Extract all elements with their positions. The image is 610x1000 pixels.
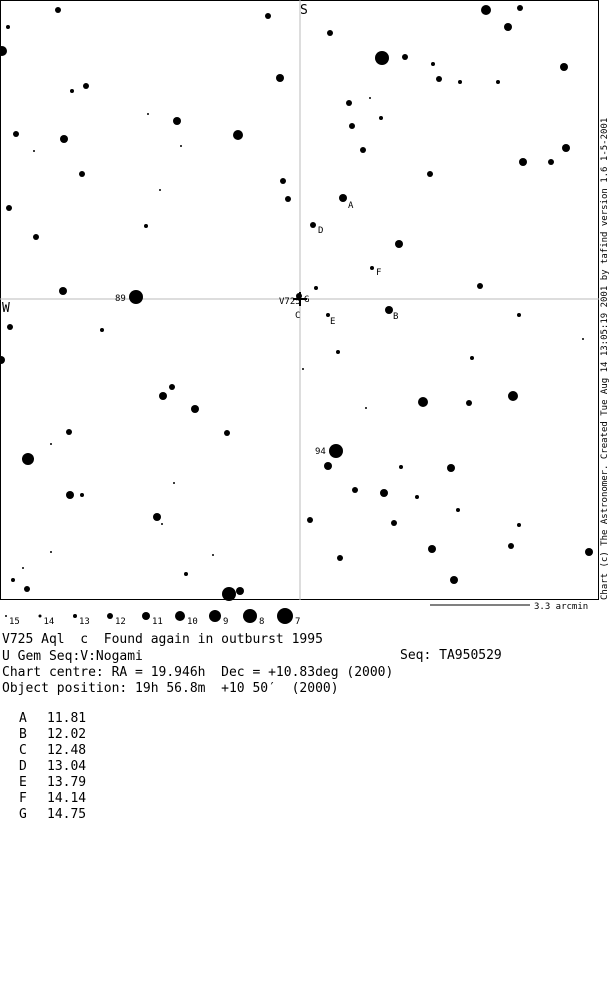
star-54 <box>100 328 104 332</box>
comparison-label: E <box>19 775 27 790</box>
comparison-label: D <box>19 759 27 774</box>
star-66 <box>191 405 199 413</box>
comparison-row <box>19 711 86 726</box>
star-37 <box>339 194 347 202</box>
star-60 <box>169 384 175 390</box>
star-73 <box>324 462 332 470</box>
star-84 <box>307 517 313 523</box>
target-label: V725 <box>279 297 301 307</box>
star-55 <box>582 338 584 340</box>
star-20 <box>147 113 149 115</box>
comparison-mag: 13.79 <box>47 775 87 790</box>
legend-label-14: 14 <box>43 617 55 627</box>
sequence-id: Seq: TA950529 <box>400 648 502 663</box>
star-28 <box>360 147 366 153</box>
comparison-mag: 12.02 <box>47 727 87 742</box>
star-4 <box>6 25 10 29</box>
legend-dot-15 <box>5 615 7 617</box>
star-62 <box>508 391 518 401</box>
star-90 <box>585 548 593 556</box>
comparison-mag: 11.81 <box>47 711 87 726</box>
star-81 <box>456 508 460 512</box>
star-70 <box>329 444 343 458</box>
star-42 <box>33 234 39 240</box>
star-43 <box>395 240 403 248</box>
star-12 <box>276 74 284 82</box>
star-27 <box>180 145 182 147</box>
star-36 <box>159 189 161 191</box>
star-48 <box>129 290 143 304</box>
legend-dot-12 <box>107 613 113 619</box>
star-99 <box>236 587 244 595</box>
sequence-source: U Gem Seq:V:Nogami <box>2 649 143 664</box>
star-67 <box>224 430 230 436</box>
star-72 <box>399 465 403 469</box>
legend-label-12: 12 <box>115 617 126 627</box>
star-94 <box>184 572 188 576</box>
object-position: Object position: 19h 56.8m +10 50′ (2000) <box>2 681 339 696</box>
star-38 <box>285 196 291 202</box>
star-2 <box>481 5 491 15</box>
star-64 <box>466 400 472 406</box>
star-82 <box>153 513 161 521</box>
star-86 <box>517 523 521 527</box>
legend-dot-8 <box>243 609 257 623</box>
legend-dot-11 <box>142 612 150 620</box>
star-78 <box>66 491 74 499</box>
star-29 <box>33 150 35 152</box>
legend-label-8: 8 <box>259 617 265 627</box>
chart-centre: Chart centre: RA = 19.946h Dec = +10.83deg (2000) <box>2 665 394 680</box>
star-3 <box>517 5 523 11</box>
star-34 <box>79 171 85 177</box>
comparison-mag: 13.04 <box>47 759 87 774</box>
legend-dot-7 <box>277 608 293 624</box>
star-95 <box>11 578 15 582</box>
star-9 <box>402 54 408 60</box>
legend-dot-10 <box>175 611 185 621</box>
star-18 <box>346 100 352 106</box>
star-19 <box>369 97 371 99</box>
comparison-label: C <box>19 743 27 758</box>
star-21 <box>173 117 181 125</box>
star-30 <box>562 144 570 152</box>
comparison-mag: 14.75 <box>47 807 87 822</box>
star-44 <box>370 266 374 270</box>
legend-label-10: 10 <box>187 617 198 627</box>
comparison-row <box>19 743 86 758</box>
star-22 <box>379 116 383 120</box>
star-52 <box>7 324 13 330</box>
star-63 <box>418 397 428 407</box>
star-69 <box>50 443 52 445</box>
star-35 <box>280 178 286 184</box>
comparison-mag: 12.48 <box>47 743 87 758</box>
comparison-row <box>19 791 86 806</box>
star-0 <box>55 7 61 13</box>
star-80 <box>415 495 419 499</box>
star-16 <box>83 83 89 89</box>
star-88 <box>508 543 514 549</box>
star-24 <box>13 131 19 137</box>
compass-south: S <box>300 3 308 18</box>
star-39 <box>6 205 12 211</box>
star-65 <box>365 407 367 409</box>
comparison-row <box>19 759 86 774</box>
legend-label-15: 15 <box>9 617 20 627</box>
comparison-mag: 14.14 <box>47 791 87 806</box>
star-59 <box>302 368 304 370</box>
star-26 <box>60 135 68 143</box>
star-10 <box>431 62 435 66</box>
label-C: C <box>295 311 301 321</box>
star-53 <box>517 313 521 317</box>
star-33 <box>427 171 433 177</box>
comparison-row <box>19 727 86 742</box>
star-47 <box>59 287 67 295</box>
star-96 <box>450 576 458 584</box>
legend-dot-9 <box>209 610 221 622</box>
star-57 <box>336 350 340 354</box>
star-13 <box>436 76 442 82</box>
label-A: A <box>348 201 354 211</box>
label-94: 94 <box>315 447 326 457</box>
legend-label-13: 13 <box>79 617 90 627</box>
title-line: V725 Aql c Found again in outburst 1995 <box>2 632 323 647</box>
star-92 <box>337 555 343 561</box>
legend-dot-13 <box>73 614 77 618</box>
comparison-label: F <box>19 791 27 806</box>
label-D: D <box>318 226 324 236</box>
label-F: F <box>376 268 382 278</box>
compass-west: W <box>2 301 10 316</box>
star-74 <box>447 464 455 472</box>
label-E: E <box>330 317 336 327</box>
star-14 <box>458 80 462 84</box>
star-71 <box>22 453 34 465</box>
legend-label-9: 9 <box>223 617 229 627</box>
star-85 <box>391 520 397 526</box>
star-77 <box>380 489 388 497</box>
star-17 <box>70 89 74 93</box>
star-8 <box>375 51 389 65</box>
legend-dot-14 <box>39 615 42 618</box>
star-1 <box>265 13 271 19</box>
star-91 <box>212 554 214 556</box>
star-31 <box>548 159 554 165</box>
star-76 <box>352 487 358 493</box>
comparison-row <box>19 807 86 822</box>
star-58 <box>470 356 474 360</box>
legend-label-7: 7 <box>295 617 301 627</box>
star-11 <box>560 63 568 71</box>
star-83 <box>161 523 163 525</box>
magnitude-legend <box>5 608 300 627</box>
comparison-row <box>19 775 86 790</box>
star-68 <box>66 429 72 435</box>
comparison-label: B <box>19 727 27 742</box>
star-45 <box>477 283 483 289</box>
star-23 <box>349 123 355 129</box>
star-46 <box>314 286 318 290</box>
star-32 <box>519 158 527 166</box>
comparison-label: A <box>19 711 27 726</box>
star-40 <box>144 224 148 228</box>
star-93 <box>22 567 24 569</box>
legend-label-11: 11 <box>152 617 163 627</box>
star-15 <box>496 80 500 84</box>
star-50 <box>385 306 393 314</box>
star-6 <box>504 23 512 31</box>
star-97 <box>24 586 30 592</box>
star-79 <box>80 493 84 497</box>
star-87 <box>428 545 436 553</box>
star-5 <box>327 30 333 36</box>
label-89: 89 <box>115 294 126 304</box>
star-25 <box>233 130 243 140</box>
chart-credit: Chart (c) The Astronomer. Created Tue Aug 14 13:05:19 2001 by tafind version 1.6 1-5-2001 <box>600 117 610 600</box>
scale-label: 3.3 arcmin <box>534 602 589 612</box>
label-B: B <box>393 312 399 322</box>
star-75 <box>173 482 175 484</box>
star-61 <box>159 392 167 400</box>
label-G: G <box>304 295 310 305</box>
star-89 <box>50 551 52 553</box>
comparison-label: G <box>19 807 27 822</box>
star-98 <box>222 587 236 601</box>
star-41 <box>310 222 316 228</box>
